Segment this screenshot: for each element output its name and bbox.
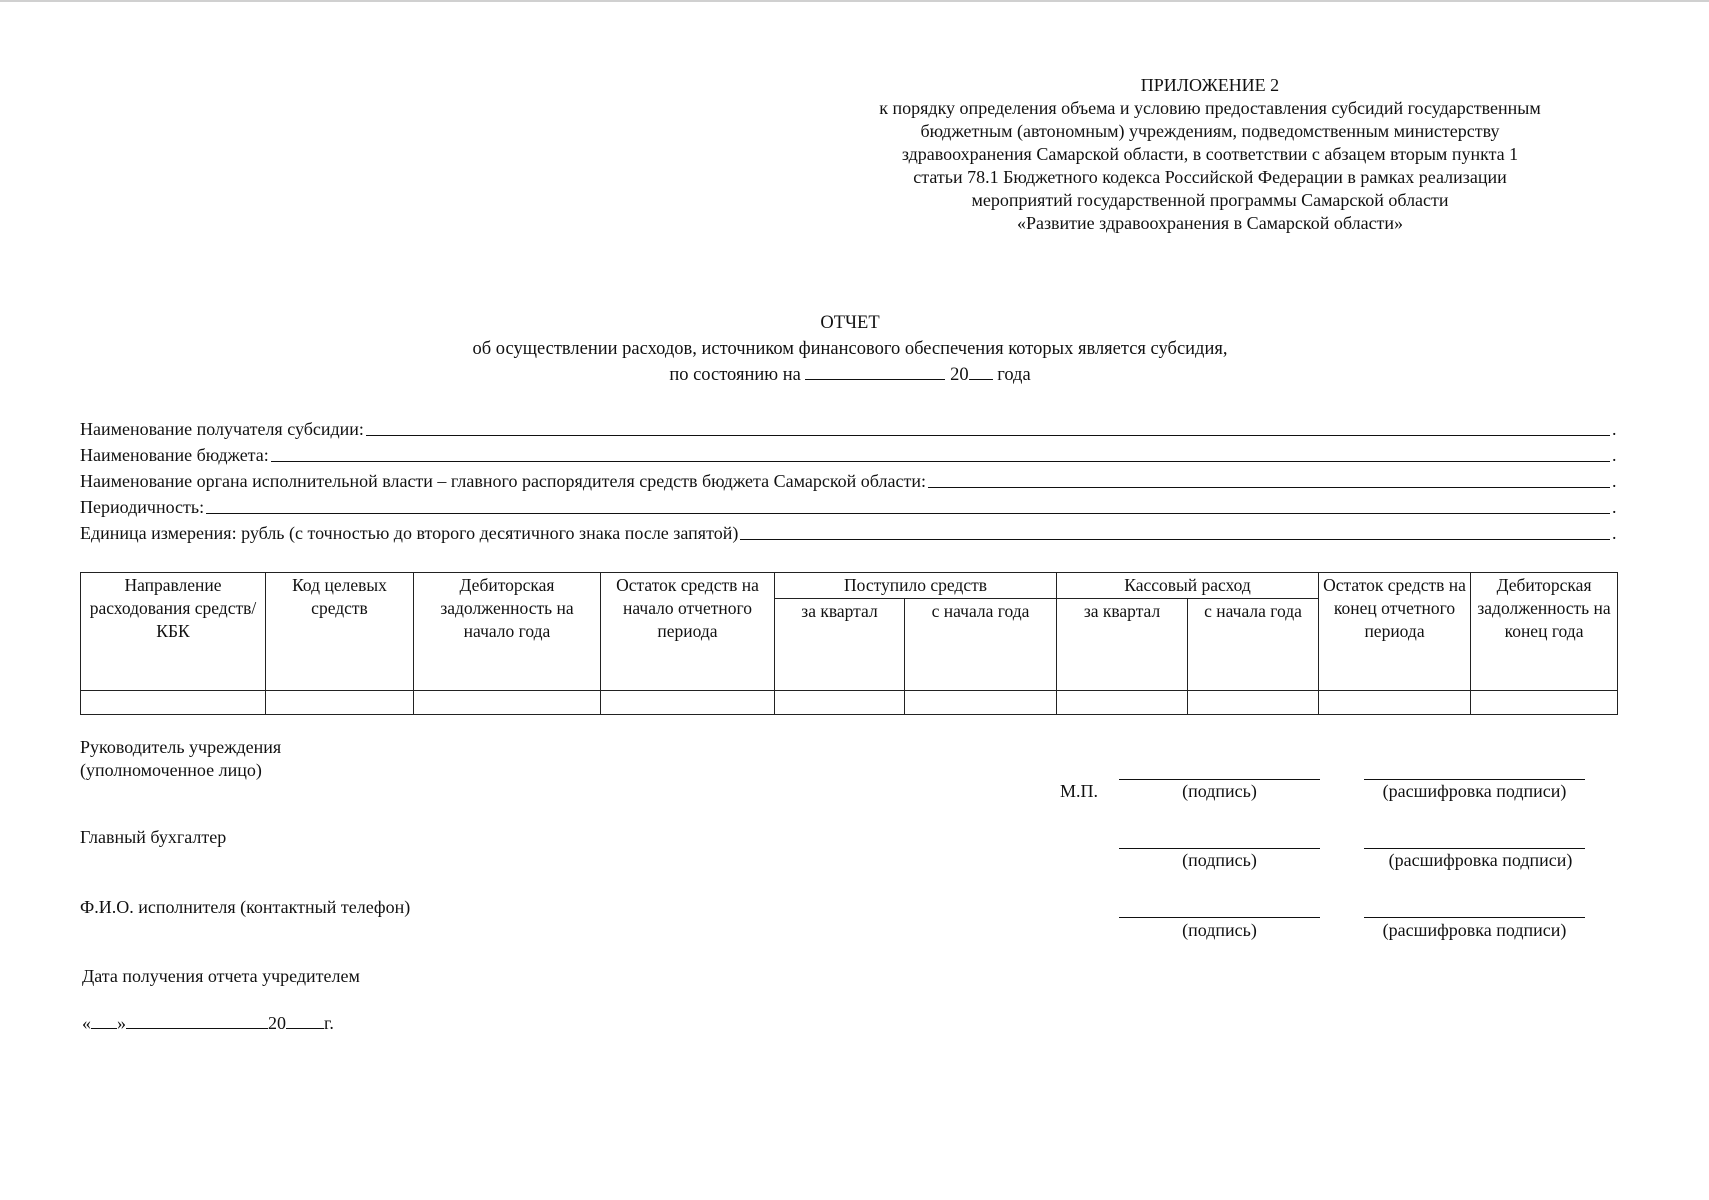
header-received-year: с начала года (905, 599, 1057, 691)
header-balance-end: Остаток средств на конец отчетного периода (1319, 573, 1471, 691)
head-label-line2: (уполномоченное лицо) (80, 760, 262, 780)
receipt-year-suffix: г. (324, 1013, 334, 1033)
decode-caption: (расшифровка подписи) (1382, 781, 1567, 801)
year-blank[interactable] (969, 379, 993, 380)
stamp-label: М.П. (1060, 781, 1099, 801)
header-direction: Направление расходования средств/КБК (81, 573, 266, 691)
field-label: Наименование органа исполнительной власти – главного распорядителя средств бюджета Самарской области: (80, 471, 926, 491)
receipt-month-blank[interactable] (126, 1028, 268, 1029)
header-cash-expense: Кассовый расход (1057, 573, 1319, 599)
signature-caption: (подпись) (1182, 920, 1257, 940)
appendix-line: здравоохранения Самарской области, в соответствии с абзацем вторым пункта 1 (901, 144, 1519, 164)
executor-decode-line[interactable] (1364, 917, 1585, 918)
header-cash-year: с начала года (1188, 599, 1319, 691)
table-row (81, 691, 1618, 715)
appendix-line: мероприятий государственной программы Самарской области (971, 190, 1449, 210)
field-label: Наименование получателя субсидии: (80, 419, 364, 439)
receipt-year-prefix: 20 (268, 1013, 286, 1033)
receipt-day-blank[interactable] (91, 1028, 117, 1029)
table-cell[interactable] (1471, 691, 1618, 715)
executor-label: Ф.И.О. исполнителя (контактный телефон) (80, 897, 411, 917)
field-label: Наименование бюджета: (80, 445, 269, 465)
executor-signature-line[interactable] (1119, 917, 1320, 918)
signature-caption: (подпись) (1182, 850, 1257, 870)
field-label: Периодичность: (80, 497, 205, 517)
year-suffix: года (997, 365, 1031, 385)
report-title-block (0, 310, 1700, 388)
head-label (80, 736, 281, 782)
head-signature-line[interactable] (1119, 779, 1320, 780)
report-table (80, 572, 1618, 715)
table-cell[interactable] (775, 691, 905, 715)
appendix-line: статьи 78.1 Бюджетного кодекса Российской Федерации в рамках реализации (913, 167, 1507, 187)
table-cell[interactable] (905, 691, 1057, 715)
header-debt-start: Дебиторская задолженность на начало года (414, 573, 601, 691)
appendix-block (845, 74, 1575, 235)
appendix-line: к порядку определения объема и условию предоставления субсидий государственным (879, 98, 1541, 118)
table-cell[interactable] (81, 691, 266, 715)
year-prefix: 20 (950, 365, 969, 385)
head-decode-line[interactable] (1364, 779, 1585, 780)
field-periodicity: Периодичность: . (80, 497, 1617, 517)
close-quote: » (117, 1013, 126, 1033)
field-recipient: Наименование получателя субсидии: . (80, 419, 1617, 439)
appendix-title: ПРИЛОЖЕНИЕ 2 (1140, 75, 1280, 95)
accountant-label: Главный бухгалтер (80, 827, 227, 847)
header-debt-end: Дебиторская задолженность на конец года (1471, 573, 1618, 691)
field-unit: Единица измерения: рубль (с точностью до второго десятичного знака после запятой) . (80, 523, 1617, 543)
header-cash-quarter: за квартал (1057, 599, 1188, 691)
table-cell[interactable] (1319, 691, 1471, 715)
field-label: Единица измерения: рубль (с точностью до второго десятичного знака после запятой) (80, 523, 739, 543)
table-cell[interactable] (601, 691, 775, 715)
accountant-decode-line[interactable] (1364, 848, 1585, 849)
table-cell[interactable] (266, 691, 414, 715)
receipt-date (82, 1013, 334, 1034)
accountant-signature-line[interactable] (1119, 848, 1320, 849)
table-cell[interactable] (414, 691, 601, 715)
head-label-line1: Руководитель учреждения (80, 737, 282, 757)
field-unit-blank[interactable] (740, 539, 1610, 540)
as-of-prefix: по состоянию на (669, 365, 801, 385)
header-received-quarter: за квартал (775, 599, 905, 691)
report-subtitle: об осуществлении расходов, источником финансового обеспечения которых является субсидия, (472, 339, 1228, 359)
header-code: Код целевых средств (266, 573, 414, 691)
field-authority-blank[interactable] (928, 487, 1610, 488)
field-authority: Наименование органа исполнительной власти – главного распорядителя средств бюджета Самарской области: . (80, 471, 1617, 491)
receipt-label: Дата получения отчета учредителем (82, 966, 360, 986)
open-quote: « (82, 1013, 91, 1033)
decode-caption: (расшифровка подписи) (1388, 850, 1573, 870)
report-as-of (0, 362, 1700, 388)
table-cell[interactable] (1057, 691, 1188, 715)
table-cell[interactable] (1188, 691, 1319, 715)
header-received: Поступило средств (775, 573, 1057, 599)
signature-caption: (подпись) (1182, 781, 1257, 801)
decode-caption: (расшифровка подписи) (1382, 920, 1567, 940)
report-title: ОТЧЕТ (820, 313, 880, 333)
field-budget: Наименование бюджета: . (80, 445, 1617, 465)
scan-edge-line (0, 0, 1709, 2)
field-budget-blank[interactable] (271, 461, 1610, 462)
field-periodicity-blank[interactable] (206, 513, 1610, 514)
header-balance-start: Остаток средств на начало отчетного периода (601, 573, 775, 691)
as-of-date-blank[interactable] (805, 379, 945, 380)
field-recipient-blank[interactable] (366, 435, 1610, 436)
receipt-year-blank[interactable] (286, 1028, 324, 1029)
appendix-line: «Развитие здравоохранения в Самарской области» (1016, 213, 1404, 233)
appendix-line: бюджетным (автономным) учреждениям, подведомственным министерству (920, 121, 1500, 141)
